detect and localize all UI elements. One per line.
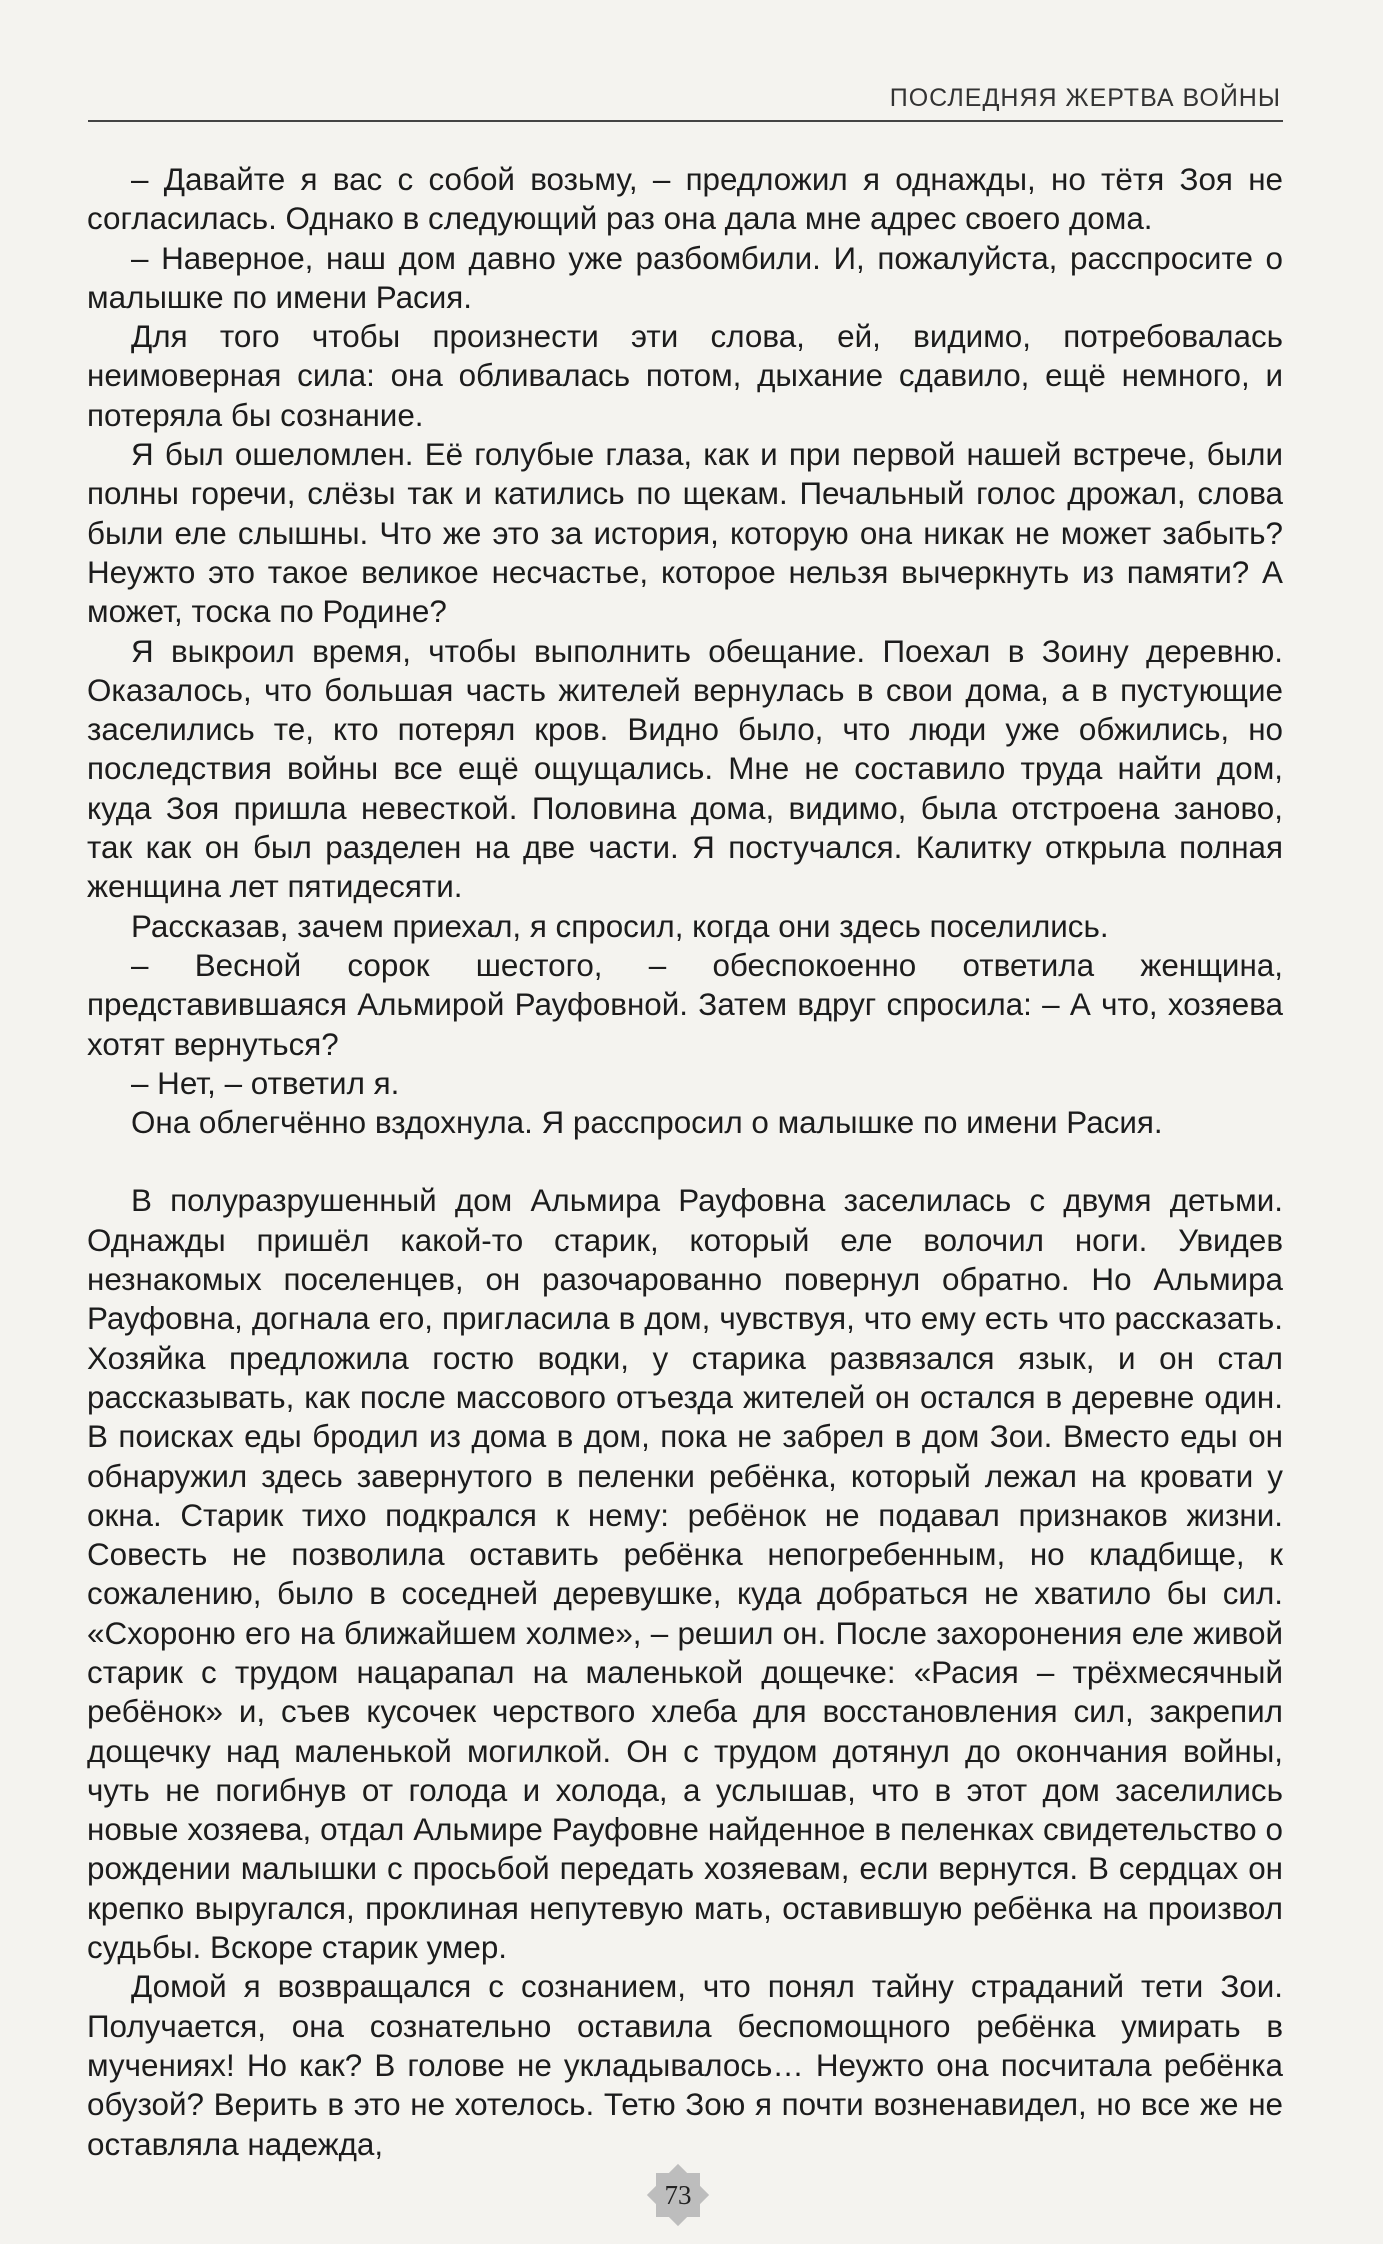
paragraph: – Весной сорок шестого, – обеспокоенно ответила женщина, представившаяся Альмирой Рауфовной. Затем вдруг спросила: – А что, хозяева хотят вернуться?	[87, 947, 1283, 1062]
paragraph: В полуразрушенный дом Альмира Рауфовна заселилась с двумя детьми. Однажды пришёл какой-то старик, который еле волочил ноги. Увидев незнакомых поселенцев, он разочарованно повернул обратно. Но Альмира Рауфовна, догнала его, пригласила в дом, чувствуя, что ему есть что рассказать. Хозяйка предложила гостю водки, у старика развязался язык, и он стал рассказывать, как после массового отъезда жителей он остался в деревне один. В поисках еды бродил из дома в дом, пока не забрел в дом Зои. Вместо еды он обнаружил здесь завернутого в пеленки ребёнка, который лежал на кровати у окна. Старик тихо подкрался к нему: ребёнок не подавал признаков жизни. Совесть не позволила оставить ребёнка непогребенным, но кладбище, к сожалению, было в соседней деревушке, куда добраться не хватило бы сил. «Схороню его на ближайшем холме», – решил он. После захоронения еле живой старик с трудом нацарапал на маленькой дощечке: «Расия – трёхмесячный ребёнок» и, съев кусочек черствого хлеба для восстановления сил, закрепил дощечку над маленькой могилкой. Он с трудом дотянул до окончания войны, чуть не погибнув от голода и холода, а услышав, что в этот дом заселились новые хозяева, отдал Альмире Рауфовне найденное в пеленках свидетельство о рождении малышки с просьбой передать хозяевам, если вернутся. В сердцах он крепко выругался, проклиная непутевую мать, оставившую ребёнка на произвол судьбы. Вскоре старик умер.	[87, 1183, 1283, 1966]
paragraph: Я выкроил время, чтобы выполнить обещание. Поехал в Зоину деревню. Оказалось, что большая часть жителей вернулась в свои дома, а в пустующие заселились те, кто потерял кров. Видно было, что люди уже обжились, но последствия войны все ещё ощущались. Мне не составило труда найти дом, куда Зоя пришла невесткой. Половина дома, видимо, была отстроена заново, так как он был разделен на две части. Я постучался. Калитку открыла полная женщина лет пятидесяти.	[87, 633, 1283, 905]
running-header	[88, 80, 1283, 122]
paragraph: Она облегчённо вздохнула. Я расспросил о малышке по имени Расия.	[131, 1105, 1163, 1141]
paragraph: – Наверное, наш дом давно уже разбомбили. И, пожалуйста, расспросите о малышке по имени Расия.	[87, 240, 1283, 315]
paragraph: – Давайте я вас с собой возьму, – предложил я однажды, но тётя Зоя не согласилась. Однако в следующий раз она дала мне адрес своего дома.	[87, 162, 1283, 237]
body-text	[87, 160, 1283, 2164]
running-title: ПОСЛЕДНЯЯ ЖЕРТВА ВОЙНЫ	[889, 84, 1281, 112]
paragraph: Я был ошеломлен. Её голубые глаза, как и при первой нашей встрече, были полны горечи, слёзы так и катились по щекам. Печальный голос дрожал, слова были еле слышны. Что же это за история, которую она никак не может забыть? Неужто это такое великое несчастье, которое нельзя вычеркнуть из памяти? А может, тоска по Родине?	[87, 437, 1283, 630]
page-number-ornament	[643, 2160, 713, 2230]
paragraph: – Нет, – ответил я.	[131, 1065, 400, 1101]
page-number: 73	[664, 2180, 692, 2210]
paragraph: Для того чтобы произнести эти слова, ей, видимо, потребовалась неимоверная сила: она обливалась потом, дыхание сдавило, ещё немного, и потеряла бы сознание.	[87, 319, 1283, 433]
paragraph: Рассказав, зачем приехал, я спросил, когда они здесь поселились.	[131, 908, 1109, 944]
paragraph: Домой я возвращался с сознанием, что понял тайну страданий тети Зои. Получается, она сознательно оставила беспомощного ребёнка умирать в мучениях! Но как? В голове не укладывалось… Неужто она посчитала ребёнка обузой? Верить в это не хотелось. Тетю Зою я почти возненавидел, но все же не оставляла надежда,	[87, 1969, 1283, 2162]
